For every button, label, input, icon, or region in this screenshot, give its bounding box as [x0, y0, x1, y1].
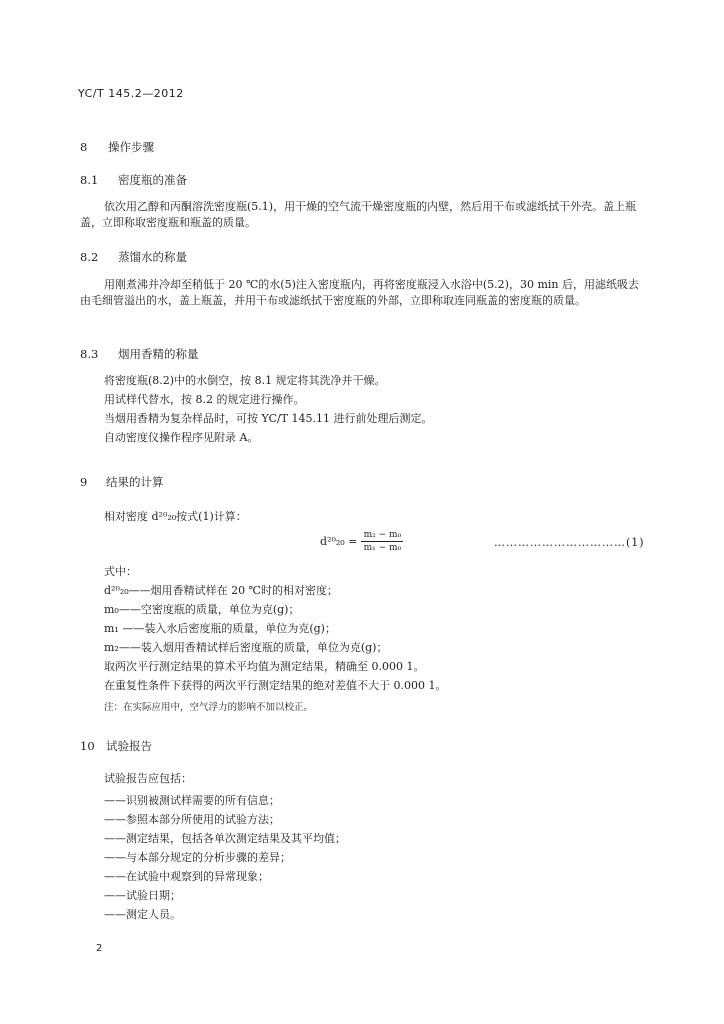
- formula-1: [320, 530, 403, 553]
- list-item: ——识别被测试样需要的所有信息；: [104, 794, 280, 807]
- list-item: ——试验日期；: [104, 889, 181, 902]
- section-number: 10: [80, 739, 95, 753]
- formula-intro: 相对密度 d²⁰₂₀按式(1)计算：: [104, 510, 247, 523]
- definition-line: d²⁰₂₀——烟用香精试样在 20 ℃时的相对密度；: [104, 584, 338, 597]
- equation-number: ……………………………(1): [494, 536, 645, 549]
- definition-line: m₁ ——装入水后密度瓶的质量，单位为克(g)；: [104, 622, 336, 635]
- section-title: 结果的计算: [106, 475, 164, 489]
- list-item: ——测定结果，包括各单次测定结果及其平均值；: [104, 832, 346, 845]
- subsection-title: 密度瓶的准备: [118, 173, 187, 187]
- section-8-heading: [80, 139, 154, 155]
- subsection-title: 烟用香精的称量: [118, 347, 199, 361]
- section-title: 试验报告: [106, 739, 152, 753]
- formula-lhs: d²⁰₂₀ =: [320, 535, 358, 548]
- standard-header: YC/T 145.2—2012: [78, 87, 184, 100]
- subsection-number: 8.3: [80, 347, 99, 361]
- formula-denominator: m₁ − m₀: [363, 543, 402, 553]
- definition-line: m₂——装入烟用香精试样后密度瓶的质量，单位为克(g)；: [104, 641, 388, 654]
- section-9-heading: [80, 474, 164, 490]
- paragraph-8-1: 依次用乙醇和丙酮溶洗密度瓶(5.1)，用干燥的空气流干燥密度瓶的内壁，然后用干布或滤纸拭干外壳。盖上瓶盖，立即称取密度瓶和瓶盖的质量。: [80, 200, 637, 229]
- list-item: ——在试验中观察到的异常现象；: [104, 870, 269, 883]
- definition-line: m₀——空密度瓶的质量，单位为克(g)；: [104, 603, 300, 616]
- repeatability-statement: 在重复性条件下获得的两次平行测定结果的绝对差值不大于 0.000 1。: [104, 679, 447, 692]
- note: 注：在实际应用中，空气浮力的影响不加以校正。: [104, 702, 314, 713]
- subsection-title: 蒸馏水的称量: [118, 250, 187, 264]
- fraction-bar: [361, 541, 403, 542]
- list-item: ——参照本部分所使用的试验方法；: [104, 813, 280, 826]
- section-title: 操作步骤: [108, 140, 154, 154]
- section-10-heading: [80, 738, 152, 754]
- text-line: 当烟用香精为复杂样品时，可按 YC/T 145.11 进行前处理后测定。: [104, 412, 433, 425]
- text-line: 自动密度仪操作程序见附录 A。: [104, 431, 259, 444]
- subsection-8-3-heading: [80, 346, 199, 362]
- list-item: ——与本部分规定的分析步骤的差异；: [104, 851, 291, 864]
- section-number: 9: [80, 475, 88, 489]
- formula-numerator: m₂ − m₀: [363, 530, 402, 540]
- text-line: 将密度瓶(8.2)中的水倒空，按 8.1 规定将其洗净并干燥。: [104, 374, 386, 387]
- subsection-number: 8.1: [80, 173, 99, 187]
- subsection-8-2-heading: [80, 249, 187, 265]
- page-number: 2: [96, 943, 103, 954]
- paragraph-8-2: 用刚煮沸并冷却至稍低于 20 ℃的水(5)注入密度瓶内，再将密度瓶浸入水浴中(5.2)，30 min 后，用滤纸吸去由毛细管溢出的水，盖上瓶盖，并用干布或滤纸拭干密度瓶的外部，立即称取连同瓶盖的密度瓶的质量。: [80, 278, 639, 307]
- list-item: ——测定人员。: [104, 908, 181, 921]
- text-line: 用试样代替水，按 8.2 的规定进行操作。: [104, 393, 305, 406]
- where-label: 式中：: [104, 565, 137, 578]
- subsection-number: 8.2: [80, 250, 99, 264]
- subsection-8-1-heading: [80, 172, 187, 188]
- report-intro: 试验报告应包括：: [104, 772, 192, 785]
- result-statement: 取两次平行测定结果的算术平均值为测定结果，精确至 0.000 1。: [104, 660, 425, 673]
- section-number: 8: [80, 140, 88, 154]
- formula-fraction: [361, 530, 403, 553]
